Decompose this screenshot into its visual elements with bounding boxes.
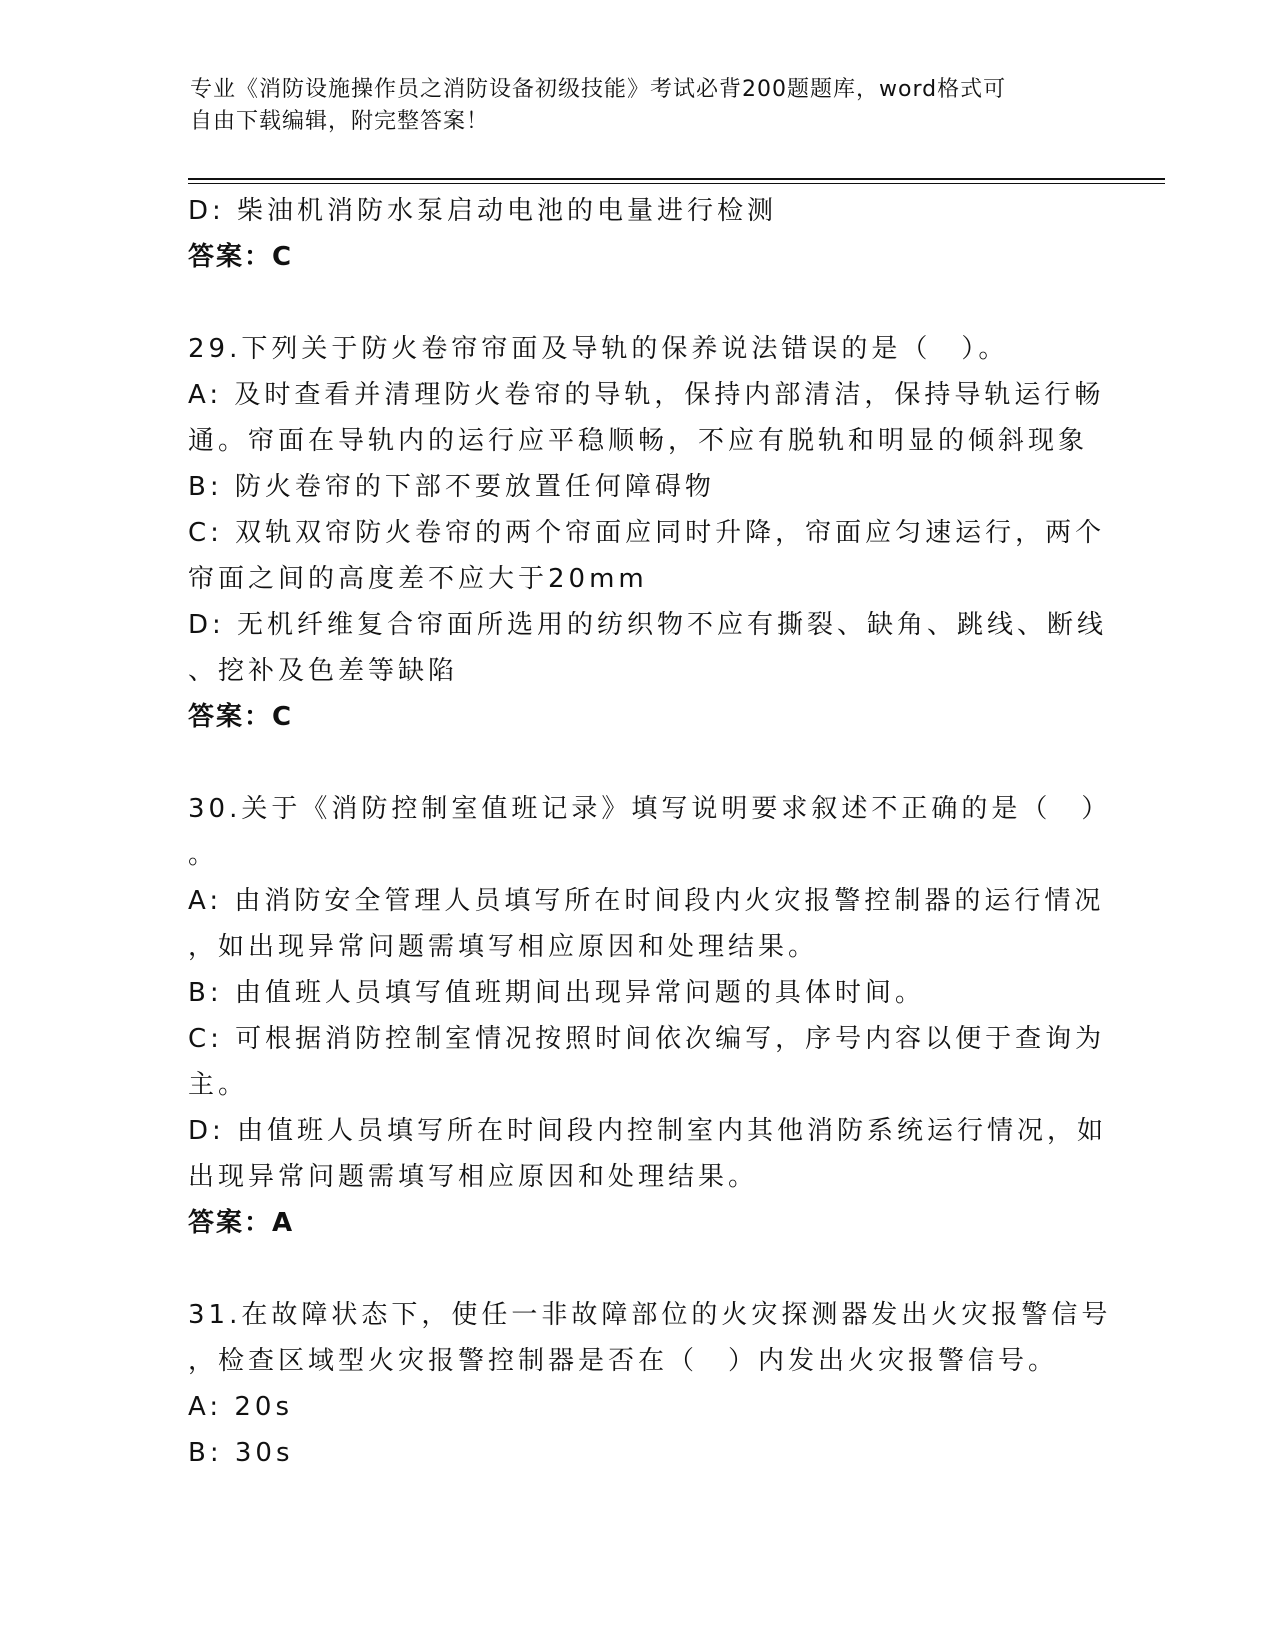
option-d: D: 无机纤维复合帘面所选用的纺织物不应有撕裂、缺角、跳线、断线: [188, 610, 1108, 640]
option-c-continued: 主。: [188, 1070, 249, 1100]
spacer: [188, 280, 1088, 326]
page-header: [190, 74, 1070, 138]
spacer: [188, 1246, 1088, 1292]
answer-label: 答案：C: [188, 702, 294, 732]
option-a: A: 由消防安全管理人员填写所在时间段内火灾报警控制器的运行情况: [188, 886, 1105, 916]
option-a: A: 20s: [188, 1392, 293, 1422]
question-stem: 30.关于《消防控制室值班记录》填写说明要求叙述不正确的是（ ）: [188, 794, 1112, 824]
option-c-continued: 帘面之间的高度差不应大于20mm: [188, 564, 648, 594]
question-30: [188, 786, 1112, 1246]
question-stem: 31.在故障状态下，使任一非故障部位的火灾探测器发出火灾报警信号: [188, 1300, 1112, 1330]
question-stem-continued: ，检查区域型火灾报警控制器是否在（ ）内发出火灾报警信号。: [188, 1346, 1059, 1376]
option-a: A: 及时查看并清理防火卷帘的导轨，保持内部清洁，保持导轨运行畅: [188, 380, 1105, 410]
header-line-2: 自由下载编辑，附完整答案！: [190, 109, 490, 134]
header-line-1: 专业《消防设施操作员之消防设备初级技能》考试必背200题题库，word格式可: [190, 77, 1007, 102]
question-29: [188, 326, 1108, 740]
option-b: B: 30s: [188, 1438, 294, 1468]
option-d-continued: 、挖补及色差等缺陷: [188, 656, 459, 686]
option-a-continued: 通。帘面在导轨内的运行应平稳顺畅，不应有脱轨和明显的倾斜现象: [188, 426, 1089, 456]
question-stem: 29.下列关于防火卷帘帘面及导轨的保养说法错误的是（ ）。: [188, 334, 1009, 364]
question-31: [188, 1292, 1112, 1476]
document-body: [188, 188, 1112, 1476]
question-28-tail: [188, 188, 1088, 280]
header-divider-thick: [188, 178, 1165, 180]
option-a-continued: ，如出现异常问题需填写相应原因和处理结果。: [188, 932, 819, 962]
header-divider-thin: [188, 183, 1165, 184]
spacer: [188, 740, 1088, 786]
answer-label: 答案：A: [188, 1208, 295, 1238]
question-stem-continued: 。: [188, 840, 219, 870]
option-c: C: 双轨双帘防火卷帘的两个帘面应同时升降，帘面应匀速运行，两个: [188, 518, 1106, 548]
option-d: D: 由值班人员填写所在时间段内控制室内其他消防系统运行情况，如: [188, 1116, 1108, 1146]
option-d-continued: 出现异常问题需填写相应原因和处理结果。: [188, 1162, 759, 1192]
option-b: B: 防火卷帘的下部不要放置任何障碍物: [188, 472, 715, 502]
option-c: C: 可根据消防控制室情况按照时间依次编写，序号内容以便于查询为: [188, 1024, 1106, 1054]
answer-label: 答案：C: [188, 242, 294, 272]
option-b: B: 由值班人员填写值班期间出现异常问题的具体时间。: [188, 978, 925, 1008]
option-d: D: 柴油机消防水泵启动电池的电量进行检测: [188, 196, 778, 226]
